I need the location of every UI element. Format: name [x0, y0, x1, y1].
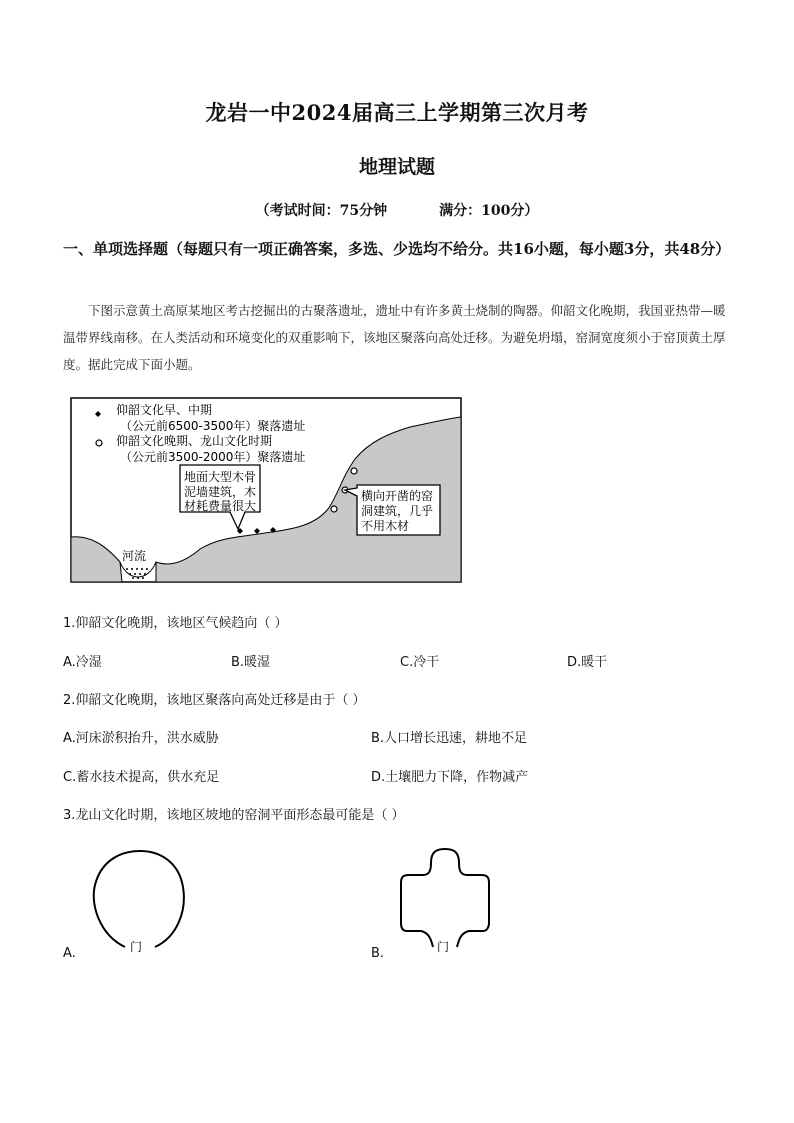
cave-plan-option-a[interactable] — [85, 845, 195, 960]
question-1-option-a[interactable]: A.冷湿 — [63, 655, 102, 670]
river-label: 河流 — [122, 549, 147, 563]
question-2-option-c[interactable]: C.蓄水技术提高，供水充足 — [63, 770, 220, 785]
question-1-option-c[interactable]: C.冷干 — [400, 655, 440, 670]
exam-title: 龙岩一中2024届高三上学期第三次月考 — [205, 100, 589, 125]
exam-subtitle: 地理试题 — [358, 156, 435, 178]
callout-right-line3: 不用木材 — [361, 519, 410, 533]
exam-time: （考试时间：75分钟 — [255, 203, 388, 219]
question-2-option-a[interactable]: A.河床淤积抬升，洪水威胁 — [63, 731, 219, 746]
question-3-option-a-label[interactable]: A. — [63, 946, 76, 961]
callout-right-line2: 洞建筑，几乎 — [361, 504, 434, 518]
question-2-option-b[interactable]: B.人口增长迅速，耕地不足 — [371, 731, 528, 746]
section-heading: 一、单项选择题（每题只有一项正确答案，多选、少选均不给分。共16小题，每小题3分，共48分） — [63, 240, 731, 258]
question-2-option-d[interactable]: D.土壤肥力下降，作物减产 — [371, 770, 529, 785]
cave-plan-option-b[interactable] — [393, 843, 498, 958]
cave-plan-b-drawing — [393, 843, 498, 958]
callout-cave-dwellings — [345, 485, 440, 535]
callout-left-line2: 泥墙建筑，木 — [184, 485, 257, 499]
callout-right-line1: 横向开凿的窑 — [361, 489, 434, 503]
legend-marker-late — [96, 440, 102, 446]
settlement-figure — [70, 397, 462, 583]
exam-info — [0, 200, 794, 220]
reading-passage: 下图示意黄土高原某地区考古挖掘出的古聚落遗址，遗址中有许多黄土烧制的陶器。仰韶文化晚期，我国亚热带—暖温带界线南移。在人类活动和环境变化的双重影响下，该地区聚落向高处迁移。为避免坍塌，窑洞宽度须小于窑顶黄土厚度。据此完成下面小题。 — [63, 303, 726, 372]
question-3-stem: 3.龙山文化时期，该地区坡地的窑洞平面形态最可能是（ ） — [63, 808, 405, 823]
legend1-line1: 仰韶文化早、中期 — [116, 403, 213, 417]
cave-plan-a-drawing — [85, 845, 195, 960]
legend2-line2: （公元前3500-2000年）聚落遗址 — [120, 450, 306, 464]
exam-score: 满分：100分） — [439, 203, 539, 219]
door-label-b: 门 — [437, 940, 450, 954]
callout-left-line1: 地面大型木骨 — [184, 470, 257, 484]
question-1-option-d[interactable]: D.暖干 — [567, 655, 608, 670]
callout-left-line3: 材耗费量很大 — [184, 499, 257, 513]
settlement-diagram — [70, 397, 462, 583]
legend2-line1: 仰韶文化晚期、龙山文化时期 — [116, 434, 273, 448]
question-2-stem: 2.仰韶文化晚期，该地区聚落向高处迁移是由于（ ） — [63, 693, 366, 708]
legend1-line2: （公元前6500-3500年）聚落遗址 — [120, 419, 306, 433]
question-3-option-b-label[interactable]: B. — [371, 946, 385, 961]
question-1-stem: 1.仰韶文化晚期，该地区气候趋向（ ） — [63, 616, 288, 631]
door-label-a: 门 — [130, 940, 143, 954]
question-1-option-b[interactable]: B.暖湿 — [231, 655, 271, 670]
